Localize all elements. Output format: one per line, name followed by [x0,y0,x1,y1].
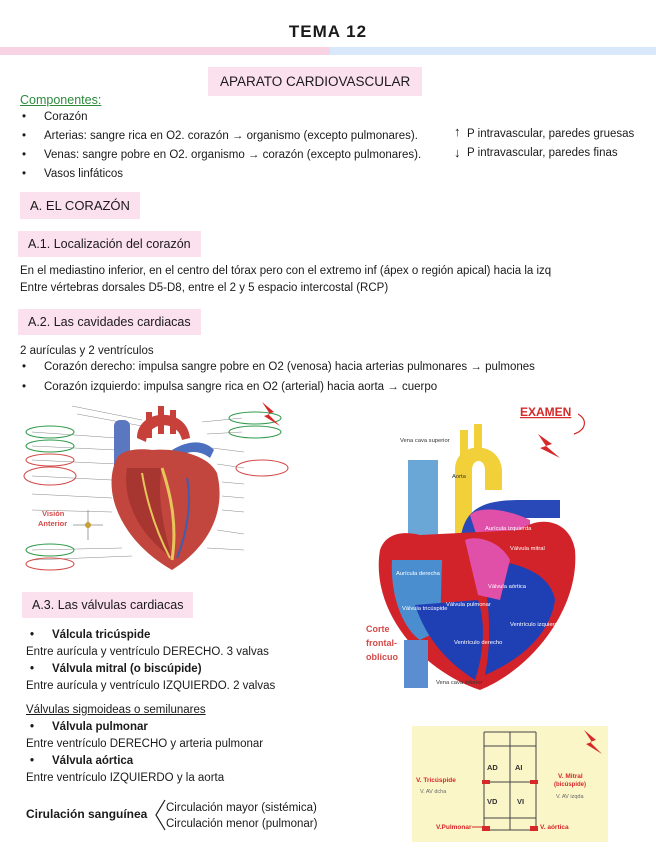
a2-corazon-derecho: • Corazón derecho: impulsa sangre pobre en O2 (venosa) hacia arterias pulmonares → pulmones [18,357,535,377]
vd-label: VD [487,797,498,806]
mitral-title: • Válvula mitral (o biscúpide) [30,663,202,675]
v-pulmonar-label: V.Pulmonar [436,824,472,831]
componentes-label: Componentes: [20,93,102,107]
aortica-title: • Válvula aórtica [30,755,134,767]
a1-line-2: Entre vértebras dorsales D5-D8, entre el 2 y 5 espacio intercostal (RCP) [20,282,389,294]
circulacion-menor: Circulación menor (pulmonar) [166,818,318,830]
componente-corazon: • Corazón [18,108,421,127]
auricula-der-label: Aurícula derecha [396,571,440,577]
a2-list [18,357,535,397]
v-bicuspide-label: (bicúspide) [554,782,587,788]
vision-label-line2: Anterior [38,519,68,528]
vena-cava-inf-label: Vena cava inferior [436,680,483,686]
vena-cava-sup-label: Vena cava superior [400,438,450,444]
componentes-list [18,108,421,184]
mitral-desc: Entre aurícula y ventrículo IZQUIERDO. 2 valvas [26,680,276,692]
v-aortica-label: V. aórtica [540,824,569,831]
a3-sigmoideas [26,702,326,787]
a3-valves [26,627,330,695]
page-title: TEMA 12 [288,22,368,41]
title-underline-blue [330,47,656,55]
a1-line-1: En el mediastino inferior, en el centro del tórax pero con el extremo inf (ápex o región apical) hacia la izq [20,265,552,277]
corte-label-2: frontal- [366,638,397,648]
arrow-up-icon: ↑ [454,124,461,139]
brace-icon [153,798,167,832]
tricuspide-desc: Entre aurícula y ventrículo DERECHO. 3 valvas [26,646,269,658]
lightning-icon [538,434,560,458]
valvula-pulmonar-label: Válvula pulmonar [446,602,491,608]
arteria-pulmonar-label: Arteria pulmonar [560,508,601,514]
pulmonar-desc: Entre ventrículo DERECHO y arteria pulmonar [26,738,264,750]
v-tricuspide-label: V. Tricúspide [416,777,456,784]
arterias-note: P intravascular, paredes gruesas [467,128,635,140]
pulmonar-title: • Válvula pulmonar [30,721,148,733]
a2-intro: 2 aurículas y 2 ventrículos [20,345,154,357]
ad-label: AD [487,763,498,772]
heart-anterior-figure [22,398,292,580]
examen-label: EXAMEN [520,405,572,419]
vision-label-line1: Visión [42,509,65,518]
heart-section-figure [360,400,612,692]
aortica-desc: Entre ventrículo IZQUIERDO y la aorta [26,772,225,784]
corte-label-1: Corte [366,624,390,634]
componente-vasos-linfaticos: • Vasos linfáticos [18,165,421,184]
valvula-mitral-label: Válvula mitral [510,546,545,552]
componente-venas: • Venas: sangre pobre en O2. organismo → corazón (excepto pulmonares). [18,146,421,165]
valvula-tricuspide-label: Válvula tricúspide [402,606,448,612]
main-header: APARATO CARDIOVASCULAR [208,67,422,96]
venas-note: P intravascular, paredes finas [467,147,618,159]
a2-corazon-izquierdo: • Corazón izquierdo: impulsa sangre rica en O2 (arterial) hacia aorta → cuerpo [18,377,535,397]
tricuspide-title: • Válcula tricúspide [30,629,151,641]
section-a2-header: A.2. Las cavidades cardiacas [18,309,201,335]
aorta-label: Aorta [452,474,466,480]
v-av-izda-label: V. AV izqda [556,794,584,800]
ventriculo-der-label: Ventrículo derecho [454,640,503,646]
section-a-header: A. EL CORAZÓN [20,192,140,219]
arrow-down-icon: ↓ [454,145,461,160]
circulacion-label: Cirulación sanguínea [26,807,148,821]
vi-label: VI [517,797,525,806]
valve-diagram [412,726,608,842]
section-a3-header: A.3. Las válvulas cardiacas [22,592,193,618]
componente-arterias: • Arterias: sangre rica en O2. corazón → organismo (excepto pulmonares). [18,127,421,146]
sigmoideas-title: Válvulas sigmoideas o semilunares [26,704,206,716]
valvula-aortica-label: Válvula aórtica [488,584,527,590]
v-mitral-label: V. Mitral [558,773,583,780]
ai-label: AI [515,763,523,772]
auricula-izq-label: Aurícula izquierda [485,526,532,532]
section-a1-header: A.1. Localización del corazón [18,231,201,257]
title-underline-pink [0,47,330,55]
v-av-dcha-label: V. AV dcha [420,789,447,795]
ventriculo-izq-label: Ventrículo izquierdo [510,622,561,628]
corte-label-3: oblicuo [366,652,398,662]
circulacion-mayor: Circulación mayor (sistémica) [166,802,317,814]
